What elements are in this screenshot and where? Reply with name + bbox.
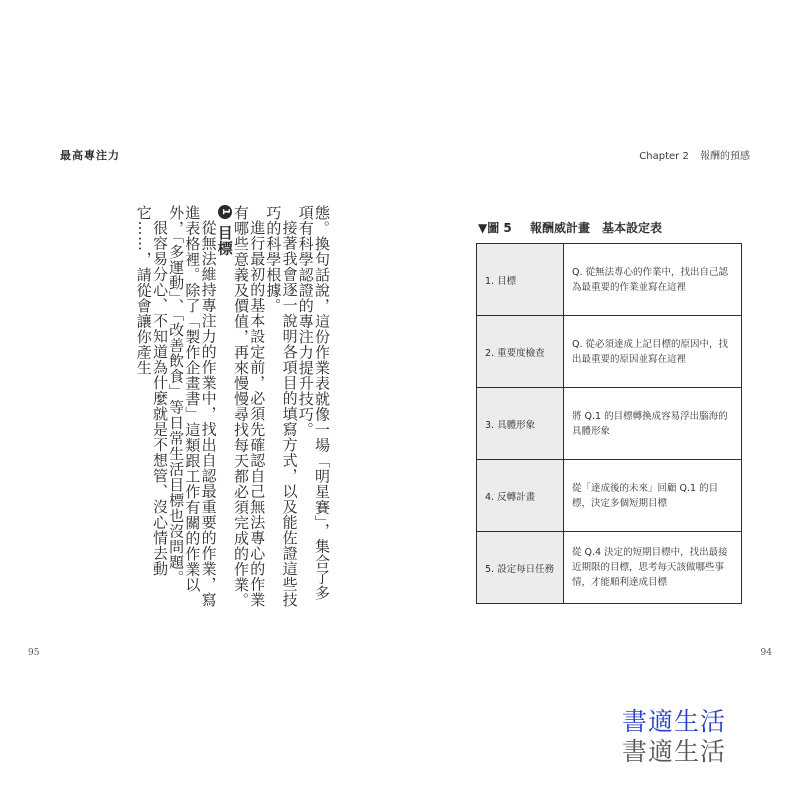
watermark-line-1: 書適生活	[622, 707, 727, 736]
page-number-right: 94	[760, 648, 772, 658]
basic-settings-table	[476, 243, 742, 604]
running-head-right	[639, 147, 750, 162]
vertical-body-text	[85, 205, 330, 615]
page-number-left: 95	[28, 648, 40, 658]
body-paragraph: 從無法維持專注力的作業中，找出自認最重要的作業，寫進表格裡。除了「製作企畫書」這類跟工作有關的作業以外，「多運動」、「改善飲食」等日常生活目標也沒問題。	[167, 205, 218, 608]
row-label: 4. 反轉計畫	[477, 460, 564, 532]
chapter-label: Chapter 2	[639, 151, 689, 162]
row-description: 從 Q.4 決定的短期目標中，找出最接近期限的目標，思考每天該做哪些事情，才能順利達成目標	[564, 532, 742, 604]
section-heading-text: 目標	[215, 224, 234, 256]
running-head-left: 最高專注力	[60, 149, 120, 162]
body-paragraph: 進行最初的基本設定前，必須先確認自己無法專心的作業有哪些意義及價值，再來慢慢尋找每天都必須完成的作業。	[231, 205, 267, 608]
row-label: 5. 設定每日任務	[477, 532, 564, 604]
row-description: Q. 從無法專心的作業中，找出自己認為最重要的作業並寫在這裡	[564, 244, 742, 316]
section-heading	[217, 205, 233, 615]
row-label: 1. 目標	[477, 244, 564, 316]
figure-title	[478, 219, 662, 236]
figure-title-text: 報酬威計畫 基本設定表	[529, 221, 662, 235]
body-paragraph: 接著我會逐一說明各項目的填寫方式，以及能佐證這些技巧的科學根據。	[264, 205, 299, 608]
chapter-title: 報酬的預感	[700, 151, 750, 162]
table-row	[477, 388, 742, 460]
section-number-badge: 1	[218, 205, 232, 219]
row-description: 將 Q.1 的目標轉換成容易浮出腦海的具體形象	[564, 388, 742, 460]
table-row	[477, 460, 742, 532]
body-paragraph: 很容易分心、不知道為什麼就是不想管、沒心情去動它……，請從會讓你產生	[134, 205, 169, 577]
figure-label: ▼圖 5	[478, 221, 512, 235]
row-description: 從「達成後的未來」回顧 Q.1 的目標，決定多個短期目標	[564, 460, 742, 532]
row-description: Q. 從必須達成上記目標的原因中，找出最重要的原因並寫在這裡	[564, 316, 742, 388]
body-paragraph: 態。換句話說，這份作業表就像一場「明星賽」，集合了多項有科學認證的專注力提升技巧。	[296, 205, 331, 601]
row-label: 3. 具體形象	[477, 388, 564, 460]
watermark-line-2: 書適生活	[622, 737, 727, 766]
table-row	[477, 532, 742, 604]
table-row	[477, 244, 742, 316]
row-label: 2. 重要度檢查	[477, 316, 564, 388]
table-row	[477, 316, 742, 388]
